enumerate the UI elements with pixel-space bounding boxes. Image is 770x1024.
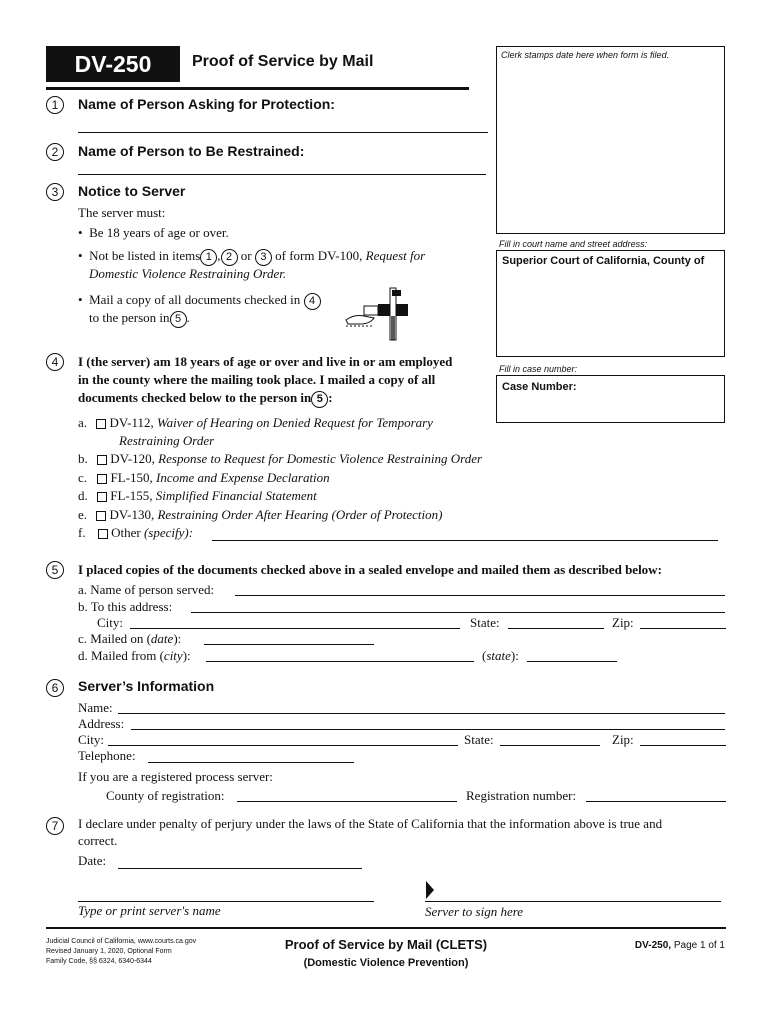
doc-code: DV-112, — [109, 415, 154, 430]
section-4-line-1: I (the server) am 18 years of age or over and live in or am employed — [78, 354, 453, 369]
doc-code: FL-155, — [110, 488, 153, 503]
notice-bullet-2-italic-b: Domestic Violence Restraining Order. — [89, 266, 287, 281]
doc-letter: a. — [78, 415, 88, 430]
restrained-name-field[interactable] — [78, 174, 486, 175]
county-label: County of registration: — [106, 788, 225, 803]
footer-form-id: DV-250, — [634, 940, 672, 951]
period: . — [186, 310, 190, 325]
server-address-label: Address: — [78, 716, 125, 731]
footer-left — [46, 937, 196, 967]
clerk-stamp-box — [496, 46, 725, 234]
declaration-line-2: correct. — [78, 833, 118, 848]
footer-center-1: Proof of Service by Mail (CLETS) — [284, 937, 488, 952]
section-4-line-2: in the county where the mailing took place. I mailed a copy of all — [78, 372, 436, 387]
section-1-title: Name of Person Asking for Protection: — [78, 96, 335, 112]
notice-bullet-1-text: Be 18 years of age or over. — [89, 225, 229, 240]
notice-bullet-2-pre: Not be listed in items — [89, 248, 201, 263]
notice-bullet-3-pre: Mail a copy of all documents checked in — [89, 292, 301, 307]
doc-code: DV-130, — [109, 507, 155, 522]
signature-field[interactable] — [425, 901, 721, 902]
mailed-on-it: date — [150, 631, 174, 646]
doc-code: FL-150, — [110, 470, 153, 485]
doc-checkbox-b[interactable] — [97, 455, 107, 465]
doc-letter: f. — [78, 525, 86, 540]
doc-checkbox-c[interactable] — [97, 474, 107, 484]
address-field[interactable] — [191, 612, 725, 613]
footer-left-3: Family Code, §§ 6324, 6340-6344 — [46, 958, 152, 965]
doc-checkbox-a[interactable] — [96, 419, 106, 429]
footer-left-2: Revised January 1, 2020, Optional Form — [46, 948, 172, 955]
served-name-label: a. Name of person served: — [78, 582, 215, 597]
ref-item-2: 2 — [221, 249, 238, 266]
doc-letter: d. — [78, 488, 88, 503]
case-number-label: Case Number: — [502, 381, 577, 393]
section-2-number: 2 — [46, 143, 64, 161]
ref-item-1: 1 — [200, 249, 217, 266]
address-label: b. To this address: — [78, 599, 173, 614]
section-1-number: 1 — [46, 96, 64, 114]
court-label: Fill in court name and street address: — [499, 239, 648, 249]
colon: : — [328, 390, 333, 405]
doc-checkbox-f[interactable] — [98, 529, 108, 539]
mailed-from-field[interactable] — [206, 661, 474, 662]
mailed-on-pre: c. Mailed on ( — [78, 631, 151, 646]
notice-bullet-3-line2-text: to the person in — [89, 310, 170, 325]
doc-desc: Response to Request for Domestic Violence Restraining Order — [158, 451, 483, 466]
server-state-field[interactable] — [500, 745, 600, 746]
doc-item-e — [78, 506, 442, 524]
section-5-number: 5 — [46, 561, 64, 579]
section-3-title: Notice to Server — [78, 183, 186, 199]
doc-desc: Simplified Financial Statement — [155, 488, 317, 503]
ref-item-5: 5 — [170, 311, 187, 328]
doc-desc: (specify): — [143, 525, 194, 540]
state-post: ): — [510, 648, 519, 663]
zip-field[interactable] — [640, 628, 726, 629]
mailbox-icon — [344, 286, 410, 342]
state-field[interactable] — [508, 628, 604, 629]
county-field[interactable] — [237, 801, 457, 802]
mailed-from-label — [78, 647, 191, 665]
mailed-from-state-field[interactable] — [527, 661, 617, 662]
ref-item-4: 4 — [304, 293, 321, 310]
state-label: State: — [470, 615, 500, 630]
mailed-from-post: ): — [182, 648, 191, 663]
mailed-on-field[interactable] — [204, 644, 374, 645]
case-number-box[interactable] — [496, 375, 725, 423]
server-telephone-label: Telephone: — [78, 748, 136, 763]
doc-checkbox-d[interactable] — [97, 492, 107, 502]
server-telephone-field[interactable] — [148, 762, 354, 763]
regnum-label: Registration number: — [466, 788, 577, 803]
doc-desc-a-cont: Restraining Order — [119, 433, 215, 448]
server-city-field[interactable] — [108, 745, 458, 746]
notice-bullet-3: • Mail a copy of all documents checked in 4 — [78, 291, 321, 310]
doc-letter: e. — [78, 507, 88, 522]
case-label: Fill in case number: — [499, 364, 578, 374]
notice-bullet-3-line2 — [89, 309, 190, 328]
mailed-from-it: city — [163, 648, 183, 663]
section-6-number: 6 — [46, 679, 64, 697]
city-label: City: — [97, 615, 124, 630]
server-zip-field[interactable] — [640, 745, 726, 746]
notice-bullet-2-mid: of form DV-100, — [275, 248, 363, 263]
notice-bullet-2-italic-a: Request for — [365, 248, 426, 263]
section-5-intro: I placed copies of the documents checked above in a sealed envelope and mailed them as described below: — [78, 562, 662, 577]
date-field[interactable] — [118, 868, 362, 869]
section-6-title: Server’s Information — [78, 678, 215, 694]
page-title: Proof of Service by Mail — [192, 53, 374, 70]
server-address-field[interactable] — [131, 729, 725, 730]
section-7-number: 7 — [46, 817, 64, 835]
sign-label: Server to sign here — [425, 904, 524, 919]
footer-rule — [46, 927, 726, 929]
doc-item-b — [78, 450, 482, 468]
section-4-number: 4 — [46, 353, 64, 371]
form-id-box — [46, 46, 180, 82]
section-4-line-3-text: documents checked below to the person in — [78, 390, 312, 405]
court-text: Superior Court of California, County of — [502, 255, 705, 267]
section-4-line-3 — [78, 389, 333, 408]
ref-item-5b: 5 — [311, 391, 328, 408]
or-text: or — [240, 248, 252, 263]
doc-code: DV-120, — [110, 451, 155, 466]
doc-desc: Waiver of Hearing on Denied Request for Temporary — [156, 415, 433, 430]
other-specify-field[interactable] — [212, 540, 718, 541]
state-it: state — [486, 648, 511, 663]
notice-intro: The server must: — [78, 205, 166, 220]
doc-item-d — [78, 487, 317, 505]
section-2-title: Name of Person to Be Restrained: — [78, 143, 305, 159]
server-name-label: Name: — [78, 700, 113, 715]
server-zip-label: Zip: — [612, 732, 634, 747]
footer-right — [635, 940, 725, 951]
sign-arrow-icon — [425, 880, 435, 900]
date-label: Date: — [78, 853, 107, 868]
zip-label: Zip: — [612, 615, 634, 630]
state-pre: ( — [482, 648, 487, 663]
clerk-stamp-label: Clerk stamps date here when form is filed. — [501, 50, 670, 60]
ref-item-3: 3 — [255, 249, 272, 266]
mailed-from-state-label — [482, 647, 519, 665]
doc-item-f — [78, 524, 193, 542]
form-id: DV-250 — [74, 50, 152, 77]
print-name-label: Type or print server's name — [78, 903, 221, 918]
server-city-label: City: — [78, 732, 105, 747]
regnum-field[interactable] — [586, 801, 726, 802]
court-box[interactable] — [496, 250, 725, 357]
protected-name-field[interactable] — [78, 132, 488, 133]
doc-item-c — [78, 469, 330, 487]
doc-letter: b. — [78, 451, 88, 466]
header-rule — [46, 87, 469, 90]
registered-note: If you are a registered process server: — [78, 769, 273, 784]
server-name-field[interactable] — [118, 713, 725, 714]
doc-desc: Restraining Order After Hearing (Order of Protection) — [157, 507, 443, 522]
section-3-number: 3 — [46, 183, 64, 201]
footer-page: Page 1 of 1 — [673, 940, 725, 951]
served-name-field[interactable] — [235, 595, 725, 596]
server-state-label: State: — [464, 732, 494, 747]
doc-letter: c. — [78, 470, 88, 485]
declaration-line-1: I declare under penalty of perjury under the laws of the State of California that the information above is true and — [78, 816, 663, 831]
city-field[interactable] — [130, 628, 460, 629]
doc-desc: Income and Expense Declaration — [156, 470, 330, 485]
mailed-on-post: ): — [173, 631, 182, 646]
mailed-on-label — [78, 630, 181, 648]
doc-code: Other — [111, 525, 141, 540]
comma: , — [217, 248, 221, 263]
mailed-from-pre: d. Mailed from ( — [78, 648, 164, 663]
notice-bullet-1: • Be 18 years of age or over. — [78, 225, 229, 240]
footer-left-1: Judicial Council of California, www.courts.ca.gov — [46, 938, 197, 945]
doc-item-a — [78, 414, 433, 432]
notice-bullet-2: • Not be listed in items 1 , 2 or 3 of form DV-100, Request for — [78, 247, 468, 266]
footer-center-2: (Domestic Violence Prevention) — [303, 957, 469, 969]
doc-checkbox-e[interactable] — [96, 511, 106, 521]
